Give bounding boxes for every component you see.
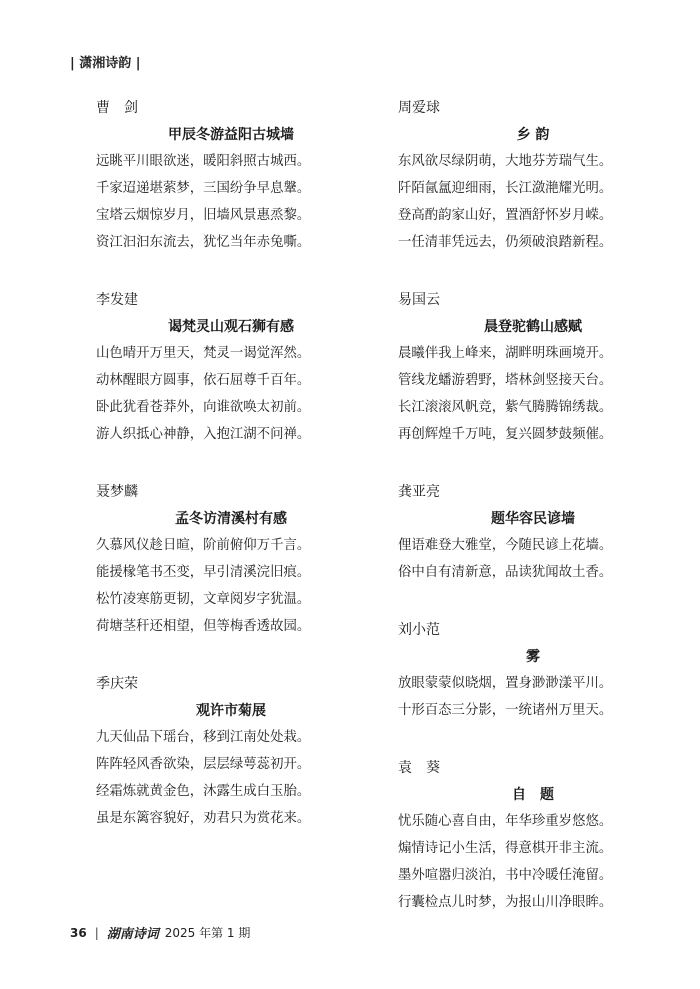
poem-line: 卧此犹看苍莽外，向谁欲唤太初前。 (96, 400, 311, 415)
footer-separator: | (94, 925, 99, 940)
section-label: | 潇湘诗韵 | (70, 56, 141, 71)
poem-author: 周爱球 (398, 100, 440, 116)
poem-author: 李发建 (96, 292, 138, 308)
poem-line: 远眺平川眼欲迷，暖阳斜照古城西。 (96, 154, 311, 169)
poem-line: 再创辉煌千万吨，复兴圆梦鼓频催。 (398, 427, 613, 442)
poem-title: 甲辰冬游益阳古城墙 (168, 127, 294, 143)
poem-line: 俗中自有清新意，品读犹闻故土香。 (398, 565, 613, 580)
poem-title: 题华容民谚墙 (491, 511, 575, 527)
poem-line: 放眼蒙蒙似晓烟，置身渺渺漾平川。 (398, 676, 613, 691)
poem-line: 行囊检点儿时梦，为报山川净眼眸。 (398, 895, 613, 910)
poem-line: 资江汩汩东流去，犹忆当年赤兔嘶。 (96, 235, 311, 250)
journal-name: 湖南诗词 (106, 927, 159, 942)
poem-author: 曹 剑 (96, 100, 138, 116)
poem-author: 聂梦麟 (96, 484, 138, 500)
poem-line: 墨外喧嚣归淡泊，书中冷暖任淹留。 (398, 868, 613, 883)
page-footer (70, 923, 250, 942)
poem-line: 阡陌氤氲迎细雨，长江潋滟耀光明。 (398, 181, 613, 196)
poem-line: 俚语难登大雅堂，今随民谚上花墙。 (398, 538, 613, 553)
poem-line: 九天仙品下瑶台，移到江南处处栽。 (96, 730, 311, 745)
poem (398, 619, 668, 724)
page-number: 36 (70, 925, 87, 940)
poem-author: 易国云 (398, 292, 440, 308)
poem-line: 虽是东篱容貌好，劝君只为赏花来。 (96, 811, 311, 826)
poem (96, 97, 366, 256)
right-column (398, 97, 668, 949)
poem-line: 经霜炼就黄金色，沐露生成白玉胎。 (96, 784, 311, 799)
poem-title: 雾 (526, 649, 540, 665)
poem-line: 十形百态三分影，一统诸州万里天。 (398, 703, 613, 718)
poem-line: 游人织抵心神静，入抱江湖不问禅。 (96, 427, 311, 442)
poem-title: 谒梵灵山观石狮有感 (168, 319, 294, 335)
poem-title: 观许市菊展 (196, 703, 266, 719)
poem-line: 一任清菲凭远去，仍须破浪踏新程。 (398, 235, 613, 250)
poem-title: 孟冬访清溪村有感 (175, 511, 287, 527)
poem-line: 阵阵轻风香欲染，层层绿萼蕊初开。 (96, 757, 311, 772)
poem (398, 481, 668, 586)
poem-author: 龚亚亮 (398, 484, 440, 500)
poem-line: 宝塔云烟惊岁月，旧墙风景惠烝黎。 (96, 208, 311, 223)
poem-line: 长江滚滚风帆竞，紫气腾腾锦绣裁。 (398, 400, 613, 415)
poem-author: 刘小范 (398, 622, 440, 638)
poem (96, 289, 366, 448)
poem-line: 荷塘茎秆还相望，但等梅香透故园。 (96, 619, 311, 634)
poem-author: 袁 葵 (398, 760, 440, 776)
poem-line: 晨曦伴我上峰来，湖畔明珠画境开。 (398, 346, 613, 361)
poem-line: 管线龙蟠游碧野，塔林剑竖接天台。 (398, 373, 613, 388)
poem (398, 289, 668, 448)
poem-title: 乡 韵 (516, 127, 550, 143)
issue-label: 2025 年第 1 期 (164, 926, 251, 940)
poem (398, 97, 668, 256)
poem-line: 山色晴开万里天，梵灵一谒觉浑然。 (96, 346, 311, 361)
poem (398, 757, 668, 916)
poem-title: 晨登驼鹤山感赋 (484, 319, 582, 335)
left-column (96, 97, 366, 865)
poem-line: 动林醒眼方圆事，依石屈尊千百年。 (96, 373, 311, 388)
poem-title: 自 题 (512, 787, 554, 803)
poem (96, 673, 366, 832)
poem-line: 能援椽笔书丕变，早引清溪浣旧痕。 (96, 565, 311, 580)
poem-line: 久慕风仪趁日暄，阶前俯仰万千言。 (96, 538, 311, 553)
poem-line: 千家迢递堪萦梦，三国纷争早息鞶。 (96, 181, 311, 196)
poem (96, 481, 366, 640)
poem-author: 季庆荣 (96, 676, 138, 692)
poem-line: 登高酌韵家山好，置酒舒怀岁月嵘。 (398, 208, 613, 223)
poem-line: 煽情诗记小生活，得意棋开非主流。 (398, 841, 613, 856)
poem-line: 松竹凌寒筋更韧，文章阅岁字犹温。 (96, 592, 311, 607)
poem-line: 忧乐随心喜自由，年华珍重岁悠悠。 (398, 814, 613, 829)
poem-line: 东风欲尽绿阴萌，大地芬芳瑞气生。 (398, 154, 613, 169)
